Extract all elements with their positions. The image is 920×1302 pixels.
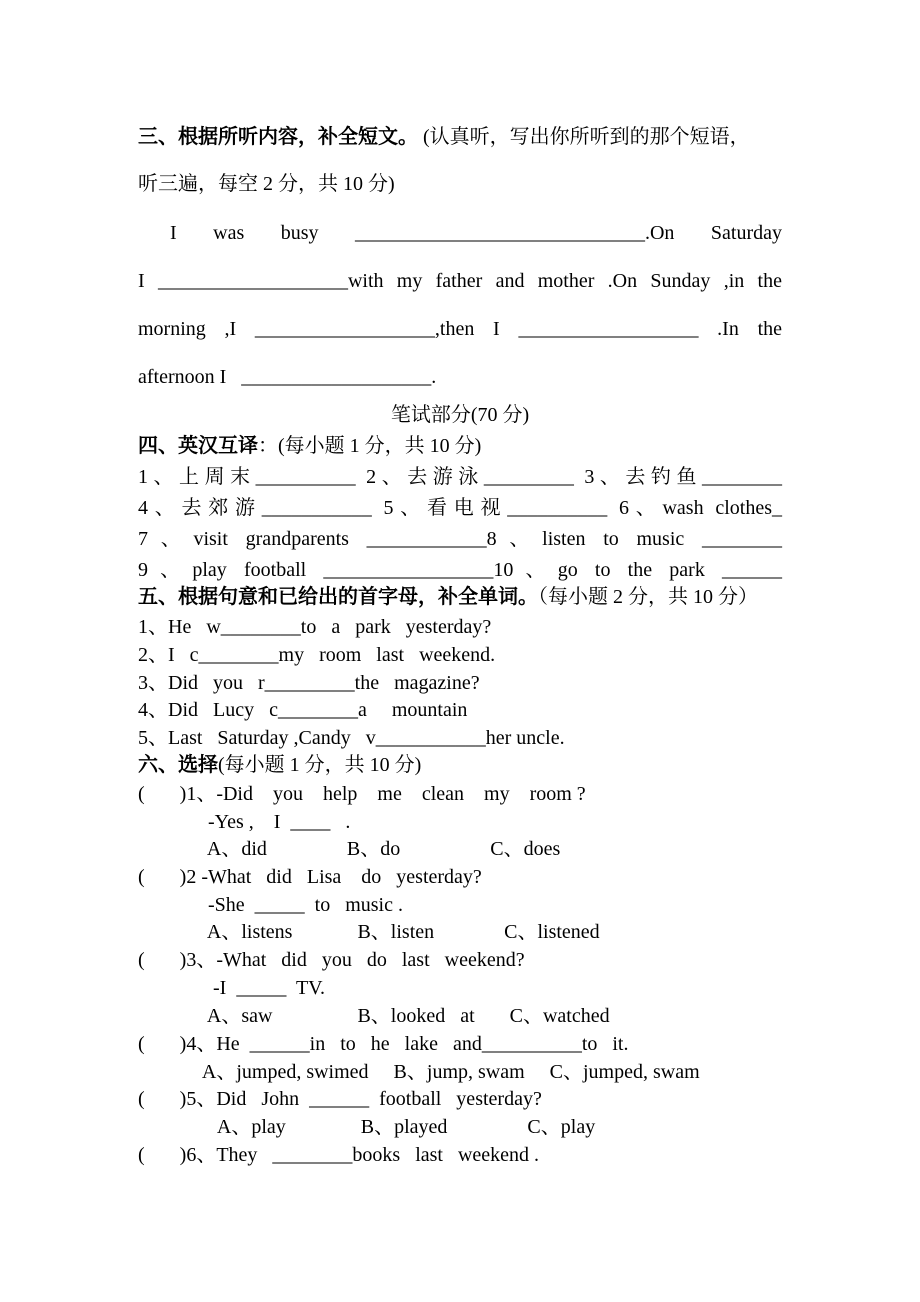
choice-line: -Yes , I ____ . bbox=[138, 811, 351, 833]
section5-heading bbox=[138, 585, 782, 609]
passage-line-3: morning ,I __________________,then I __________________ .In the bbox=[138, 318, 782, 340]
section5-title: 五、根据句意和已给出的首字母，补全单词。 bbox=[138, 586, 538, 608]
choice-options: A、did B、do C、does bbox=[138, 838, 561, 860]
section6-heading bbox=[138, 753, 782, 777]
choice-line: ( )3、-What did you do last weekend? bbox=[138, 949, 525, 971]
section6-title: 六、选择 bbox=[138, 754, 218, 776]
translation-row: 1、上周末__________ 2、去游泳_________ 3、去钓鱼________ bbox=[138, 466, 782, 488]
fill-item: 2、I c________my room last weekend. bbox=[138, 644, 496, 666]
translation-row: 7、visit grandparents ____________8、listen to music ________ bbox=[138, 528, 782, 550]
section3-heading bbox=[138, 125, 782, 149]
section5-note: （每小题 2 分，共 10 分） bbox=[538, 586, 758, 608]
section3-title: 三、根据所听内容，补全短文。 bbox=[138, 126, 418, 148]
choice-options: A、listens B、listen C、listened bbox=[138, 921, 600, 943]
choice-line: ( )4、He ______in to he lake and__________to it. bbox=[138, 1033, 629, 1055]
section3-note: (认真听，写出你所听到的那个短语， bbox=[423, 126, 750, 148]
choice-line: ( )6、They ________books last weekend . bbox=[138, 1144, 540, 1166]
choice-line: -I _____ TV. bbox=[138, 977, 326, 999]
section4-note: ：(每小题 1 分，共 10 分) bbox=[258, 435, 482, 457]
choice-line: ( )5、Did John ______ football yesterday? bbox=[138, 1088, 542, 1110]
fill-item: 5、Last Saturday ,Candy v___________her uncle. bbox=[138, 727, 565, 749]
section6-note: (每小题 1 分，共 10 分) bbox=[218, 754, 422, 776]
section4-title: 四、英汉互译 bbox=[138, 435, 258, 457]
written-section-title: 笔试部分(70 分) bbox=[390, 404, 530, 426]
fill-item: 3、Did you r_________the magazine? bbox=[138, 672, 480, 694]
passage-line-1: I was busy _____________________________.On Saturday bbox=[170, 222, 782, 244]
translation-row: 9、play football _________________10、go to the park ______ bbox=[138, 559, 782, 581]
fill-item: 4、Did Lucy c________a mountain bbox=[138, 699, 468, 721]
choice-options: A、play B、played C、play bbox=[138, 1116, 596, 1138]
translation-row: 4、去郊游___________ 5、看电视__________ 6、wash clothes_ bbox=[138, 497, 782, 519]
choice-line: -She _____ to music . bbox=[138, 894, 403, 916]
choice-options: A、jumped, swimed B、jump, swam C、jumped, swam bbox=[138, 1061, 700, 1083]
section4-heading bbox=[138, 434, 782, 458]
choice-options: A、saw B、looked at C、watched bbox=[138, 1005, 610, 1027]
passage-line-2: I ___________________with my father and mother .On Sunday ,in the bbox=[138, 270, 782, 292]
choice-line: ( )2 -What did Lisa do yesterday? bbox=[138, 866, 482, 888]
choice-line: ( )1、-Did you help me clean my room ? bbox=[138, 783, 586, 805]
section3-heading-cont: 听三遍，每空 2 分，共 10 分) bbox=[138, 173, 395, 195]
fill-item: 1、He w________to a park yesterday? bbox=[138, 616, 492, 638]
passage-line-4: afternoon I ___________________. bbox=[138, 366, 437, 388]
